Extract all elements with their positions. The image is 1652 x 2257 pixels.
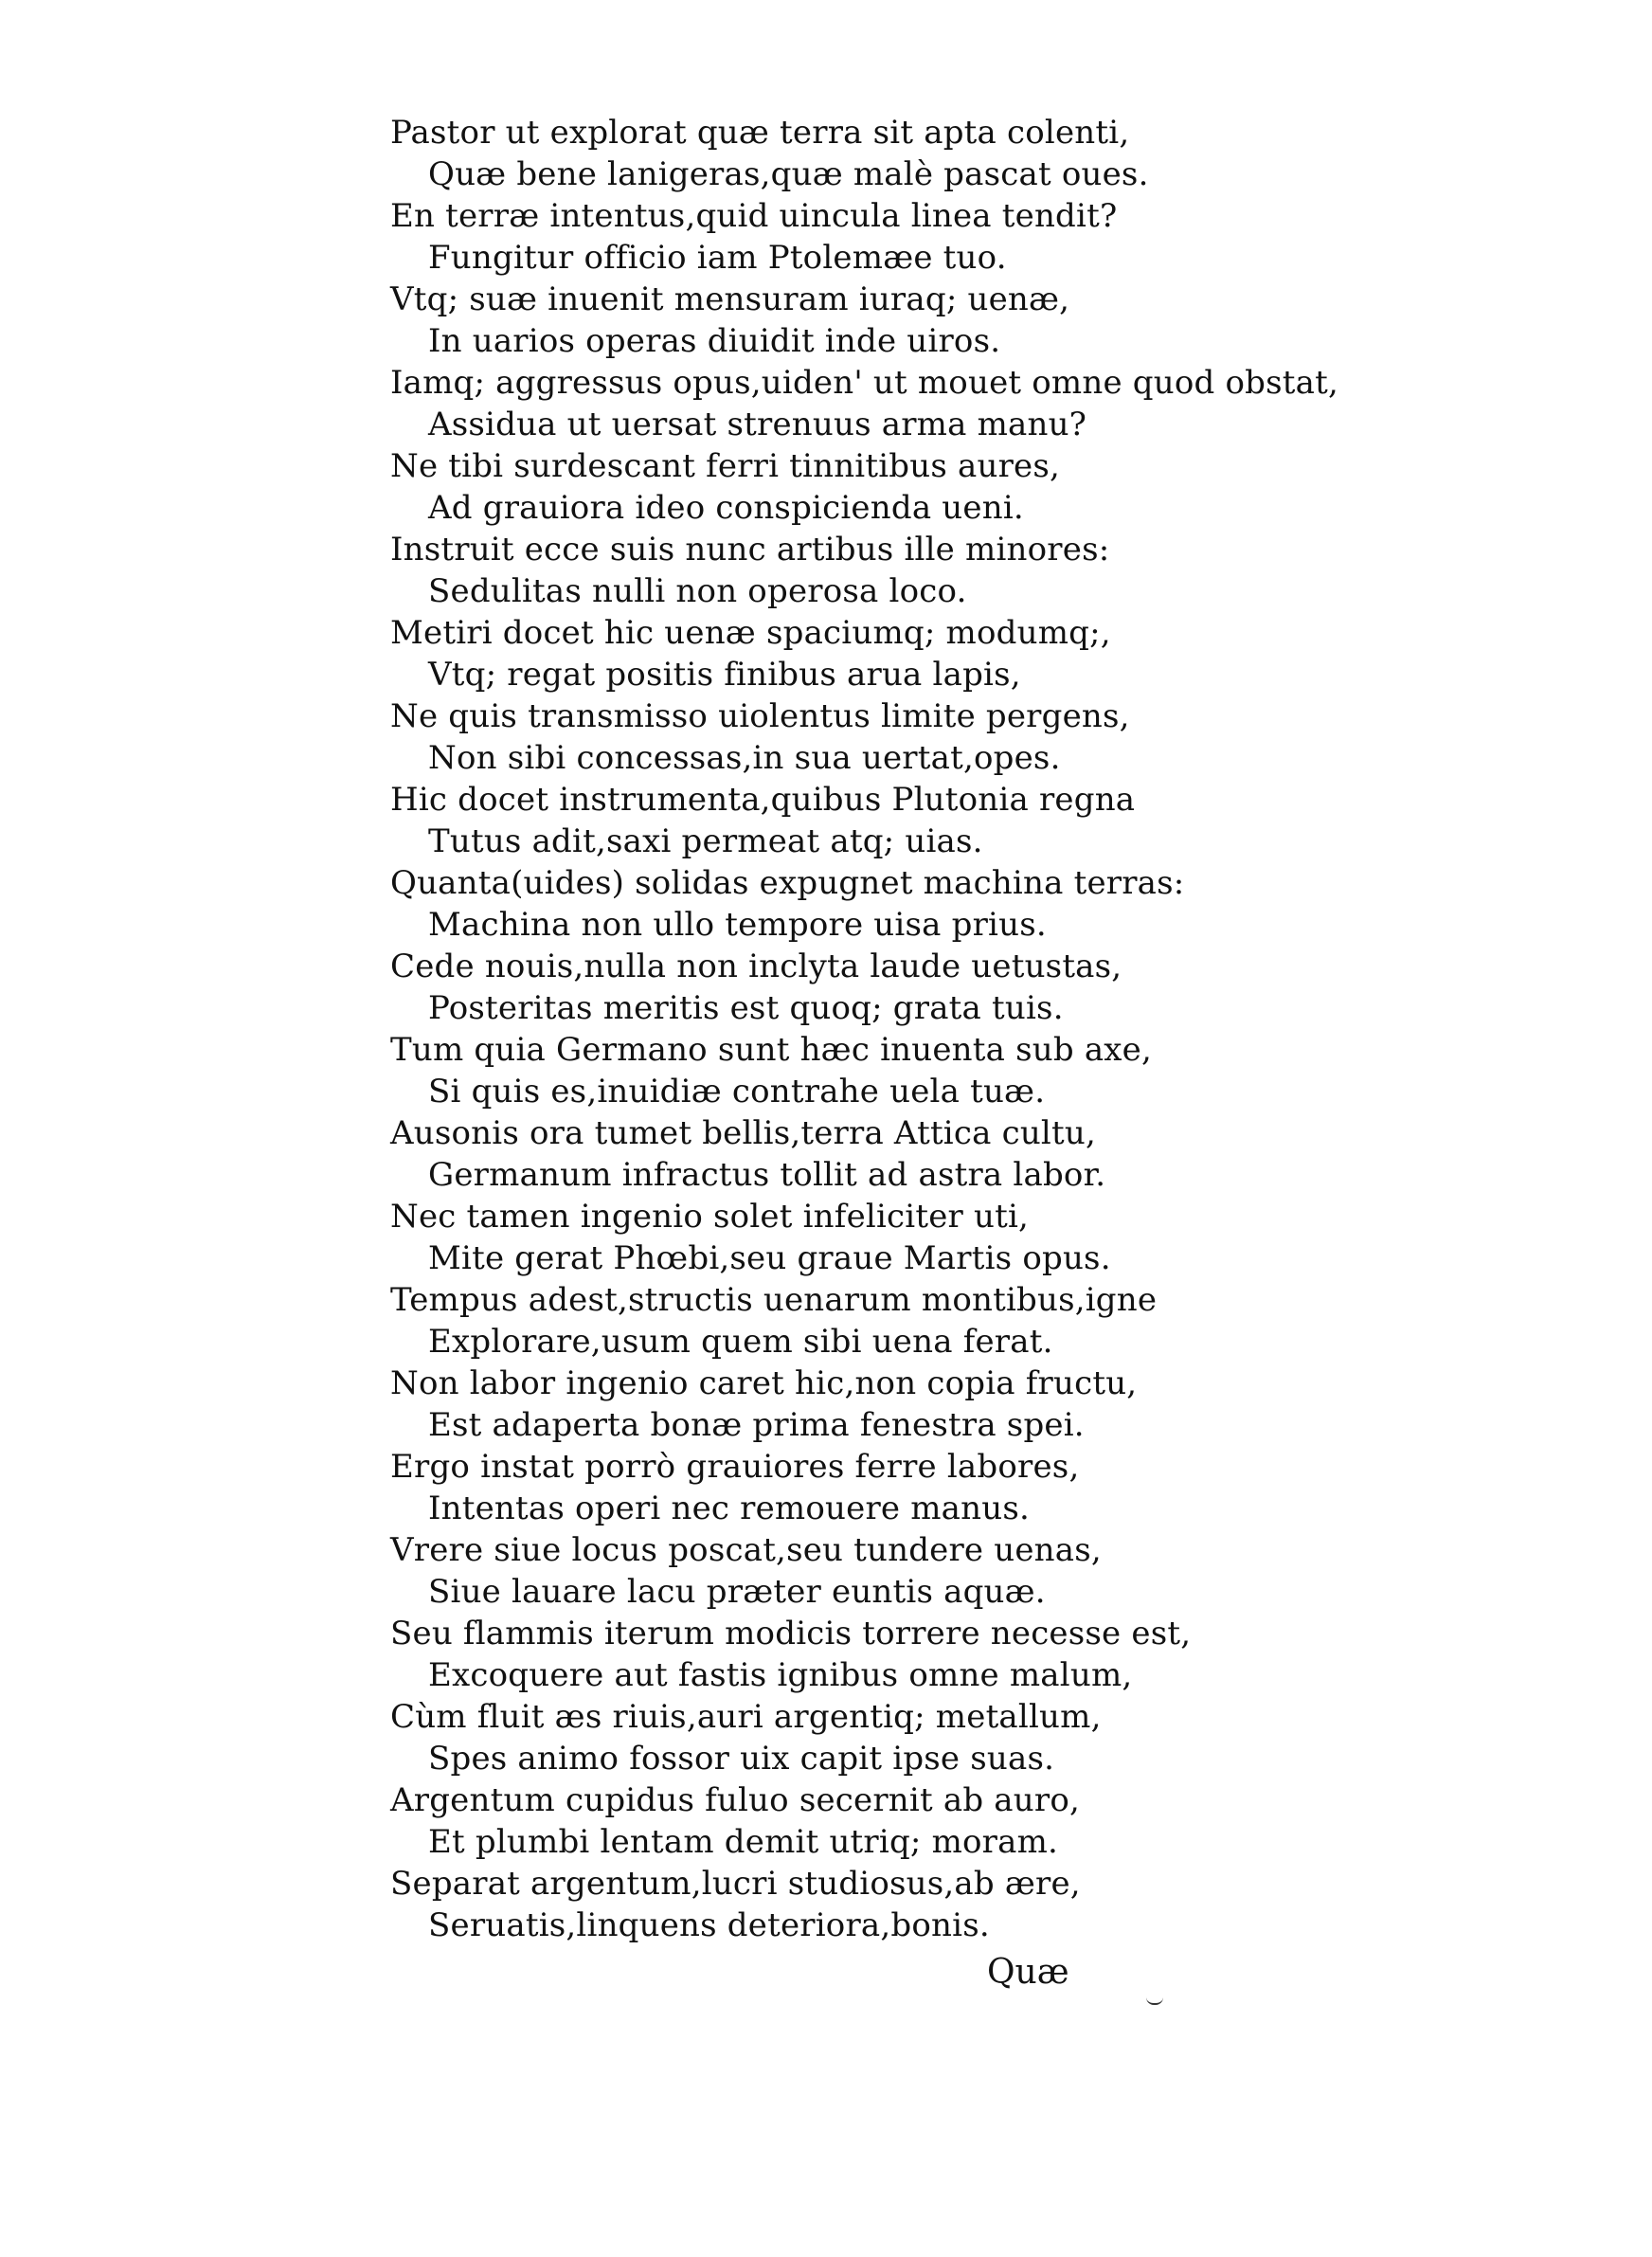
verse-line: Separat argentum,lucri studiosus,ab ære, (390, 1865, 1081, 1903)
verse-line: Seu flammis iterum modicis torrere necesse est, (390, 1615, 1192, 1652)
verse-line: Seruatis,linquens deteriora,bonis. (428, 1906, 990, 1944)
verse-line: Vtq; suæ inuenit mensuram iuraq; uenæ, (390, 280, 1070, 318)
verse-line: Machina non ullo tempore uisa prius. (428, 906, 1047, 944)
verse-line: Siue lauare lacu præter euntis aquæ. (428, 1573, 1046, 1611)
verse-line: Si quis es,inuidiæ contrahe uela tuæ. (428, 1073, 1046, 1110)
verse-line: Argentum cupidus fuluo secernit ab auro, (390, 1781, 1080, 1819)
verse-line: Ne quis transmisso uiolentus limite pergens, (390, 697, 1130, 735)
verse-line: Tutus adit,saxi permeat atq; uias. (428, 822, 983, 860)
verse-line: Excoquere aut fastis ignibus omne malum, (428, 1656, 1133, 1694)
verse-line: Explorare,usum quem sibi uena ferat. (428, 1323, 1053, 1361)
verse-line: Quæ bene lanigeras,quæ malè pascat oues. (428, 155, 1149, 193)
verse-line: Tempus adest,structis uenarum montibus,igne (390, 1281, 1158, 1319)
verse-line: Vrere siue locus poscat,seu tundere uenas, (390, 1531, 1102, 1569)
verse-line: Mite gerat Phœbi,seu graue Martis opus. (428, 1239, 1111, 1277)
verse-line: Assidua ut uersat strenuus arma manu? (428, 406, 1087, 443)
verse-line: Non sibi concessas,in sua uertat,opes. (428, 739, 1061, 777)
verse-line: Iamq; aggressus opus,uiden' ut mouet omne quod obstat, (390, 364, 1338, 402)
verse-line: Metiri docet hic uenæ spaciumq; modumq;, (390, 614, 1111, 652)
ink-speck (1146, 1997, 1163, 2005)
verse-line: Quanta(uides) solidas expugnet machina terras: (390, 864, 1185, 902)
verse-line: Germanum infractus tollit ad astra labor. (428, 1156, 1106, 1194)
verse-line: Est adaperta bonæ prima fenestra spei. (428, 1406, 1085, 1444)
verse-line: Fungitur officio iam Ptolemæe tuo. (428, 239, 1007, 277)
verse-line: Ergo instat porrò grauiores ferre labores, (390, 1448, 1080, 1486)
verse-line: Non labor ingenio caret hic,non copia fructu, (390, 1364, 1138, 1402)
verse-line: Tum quia Germano sunt hæc inuenta sub axe, (390, 1031, 1152, 1069)
catchword: Quæ (987, 1953, 1069, 1992)
verse-line: Vtq; regat positis finibus arua lapis, (428, 656, 1021, 694)
verse-line: Sedulitas nulli non operosa loco. (428, 572, 967, 610)
verse-line: En terræ intentus,quid uincula linea tendit? (390, 197, 1118, 235)
verse-line: Ad grauiora ideo conspicienda ueni. (428, 489, 1024, 527)
verse-line: Ausonis ora tumet bellis,terra Attica cultu, (390, 1114, 1096, 1152)
verse-line: Cùm fluit æs riuis,auri argentiq; metallum, (390, 1698, 1102, 1736)
verse-line: Ne tibi surdescant ferri tinnitibus aures, (390, 447, 1061, 485)
verse-line: Et plumbi lentam demit utriq; moram. (428, 1823, 1059, 1861)
verse-line: Intentas operi nec remouere manus. (428, 1490, 1031, 1527)
verse-line: Spes animo fossor uix capit ipse suas. (428, 1740, 1055, 1778)
verse-line: Instruit ecce suis nunc artibus ille minores: (390, 531, 1110, 569)
verse-line: In uarios operas diuidit inde uiros. (428, 322, 1001, 360)
verse-line: Posteritas meritis est quoq; grata tuis. (428, 989, 1064, 1027)
verse-line: Cede nouis,nulla non inclyta laude uetustas, (390, 948, 1122, 985)
verse-line: Nec tamen ingenio solet infeliciter uti, (390, 1198, 1030, 1236)
verse-line: Pastor ut explorat quæ terra sit apta colenti, (390, 114, 1130, 152)
verse-line: Hic docet instrumenta,quibus Plutonia regna (390, 781, 1136, 819)
